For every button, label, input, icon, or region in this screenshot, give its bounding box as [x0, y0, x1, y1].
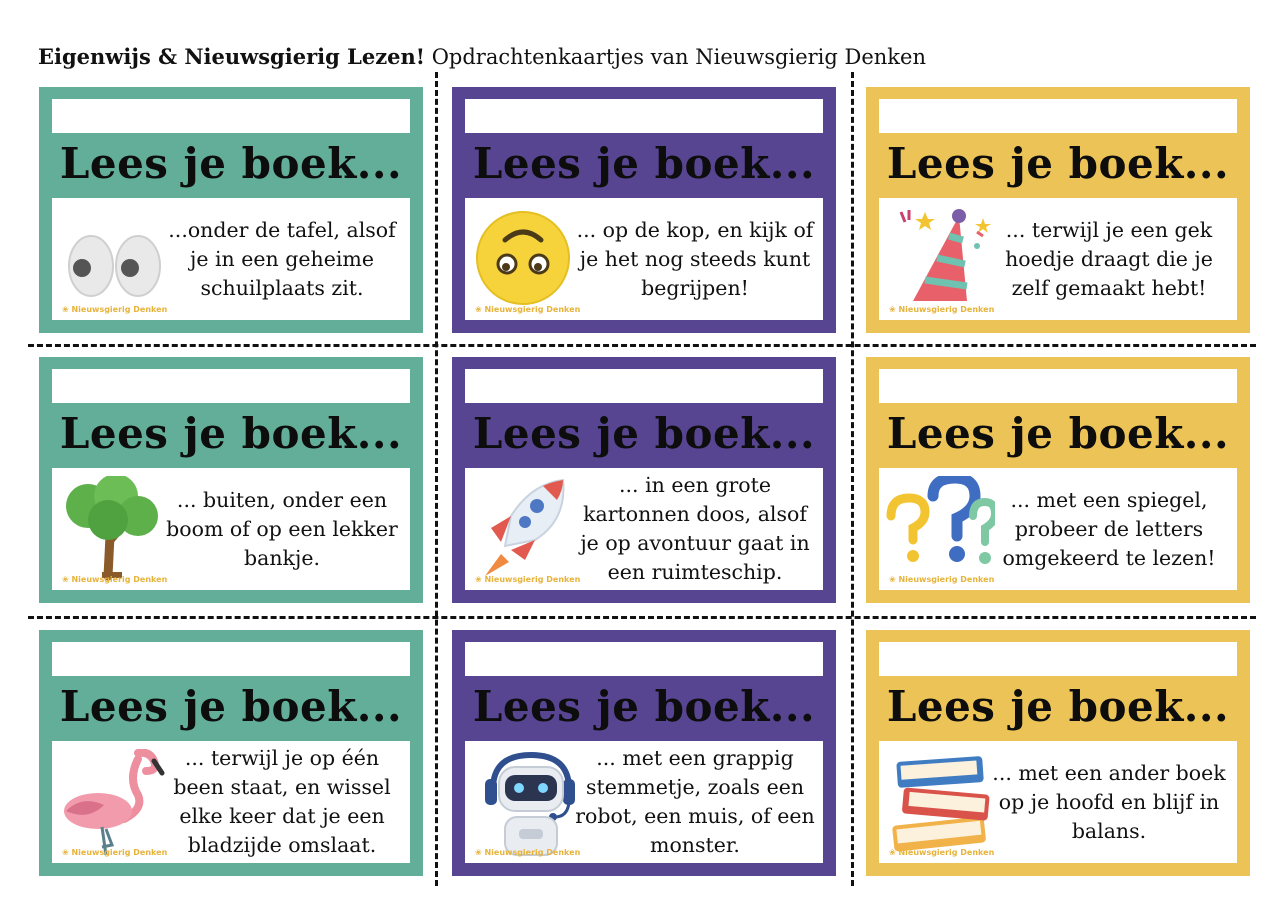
- task-card: [452, 630, 836, 876]
- card-title: Lees je boek...: [472, 409, 816, 458]
- card-panel: [52, 198, 410, 320]
- card-title: Lees je boek...: [472, 682, 816, 731]
- rocket-icon: [471, 476, 581, 584]
- card-text: ... op de kop, en kijk of je het nog steeds kunt begrijpen!: [576, 217, 814, 300]
- name-field[interactable]: [879, 369, 1237, 403]
- name-field[interactable]: [879, 99, 1237, 133]
- books-icon: [885, 749, 995, 857]
- card-title: Lees je boek...: [886, 139, 1230, 188]
- brand-label: ❀ Nieuwsgierig Denken: [62, 848, 168, 857]
- card-text: ... terwijl je op één been staat, en wissel elke keer dat je een bladzijde omslaat.: [173, 746, 391, 857]
- card-text: ... buiten, onder een boom of op een lekker bankje.: [166, 487, 398, 570]
- card-title: Lees je boek...: [59, 409, 403, 458]
- card-panel: [52, 741, 410, 863]
- brand-label: ❀ Nieuwsgierig Denken: [475, 848, 581, 857]
- card-panel: [465, 741, 823, 863]
- brand-label: ❀ Nieuwsgierig Denken: [889, 848, 995, 857]
- cut-line-vertical-right: [851, 72, 854, 886]
- card-text: ... met een grappig stemmetje, zoals een robot, een muis, of een monster.: [575, 746, 815, 857]
- question-marks-icon: [885, 476, 995, 584]
- name-field[interactable]: [52, 369, 410, 403]
- card-title: Lees je boek...: [59, 682, 403, 731]
- page-header: [38, 44, 926, 69]
- party-hat-icon: [885, 206, 995, 314]
- card-panel: [879, 741, 1237, 863]
- robot-icon: [471, 749, 581, 857]
- card-panel: [52, 468, 410, 590]
- card-text: ... in een grote kartonnen doos, alsof je op avontuur gaat in een ruimteschip.: [580, 473, 810, 584]
- cut-line-horizontal-bottom: [28, 616, 1256, 619]
- card-panel: [465, 198, 823, 320]
- name-field[interactable]: [465, 369, 823, 403]
- tree-icon: [58, 476, 168, 584]
- brand-label: ❀ Nieuwsgierig Denken: [62, 575, 168, 584]
- task-card: [452, 87, 836, 333]
- card-text: ... met een spiegel, probeer de letters omgekeerd te lezen!: [1002, 487, 1216, 570]
- name-field[interactable]: [465, 99, 823, 133]
- cut-line-vertical-left: [435, 72, 438, 886]
- cut-line-horizontal-top: [28, 344, 1256, 347]
- card-text: ... terwijl je een gek hoedje draagt die je zelf gemaakt hebt!: [1005, 217, 1213, 300]
- name-field[interactable]: [52, 99, 410, 133]
- name-field[interactable]: [879, 642, 1237, 676]
- flamingo-icon: [58, 749, 168, 857]
- card-title: Lees je boek...: [886, 682, 1230, 731]
- task-card: [866, 630, 1250, 876]
- task-card: [39, 630, 423, 876]
- header-subtitle: Opdrachtenkaartjes van Nieuwsgierig Denken: [431, 45, 926, 69]
- brand-label: ❀ Nieuwsgierig Denken: [889, 575, 995, 584]
- brand-label: ❀ Nieuwsgierig Denken: [475, 575, 581, 584]
- card-text: ...onder de tafel, alsof je in een geheime schuilplaats zit.: [168, 217, 396, 300]
- brand-label: ❀ Nieuwsgierig Denken: [62, 305, 168, 314]
- task-card: [39, 357, 423, 603]
- card-text: ... met een ander boek op je hoofd en blijf in balans.: [992, 760, 1226, 843]
- upside-down-face-icon: [471, 206, 581, 314]
- task-card: [39, 87, 423, 333]
- card-title: Lees je boek...: [886, 409, 1230, 458]
- task-card: [866, 87, 1250, 333]
- brand-label: ❀ Nieuwsgierig Denken: [889, 305, 995, 314]
- task-card: [452, 357, 836, 603]
- card-panel: [465, 468, 823, 590]
- eyes-icon: [58, 206, 168, 314]
- header-title: Eigenwijs & Nieuwsgierig Lezen!: [38, 44, 426, 69]
- card-panel: [879, 468, 1237, 590]
- brand-label: ❀ Nieuwsgierig Denken: [475, 305, 581, 314]
- card-panel: [879, 198, 1237, 320]
- name-field[interactable]: [465, 642, 823, 676]
- card-title: Lees je boek...: [472, 139, 816, 188]
- task-card: [866, 357, 1250, 603]
- card-title: Lees je boek...: [59, 139, 403, 188]
- name-field[interactable]: [52, 642, 410, 676]
